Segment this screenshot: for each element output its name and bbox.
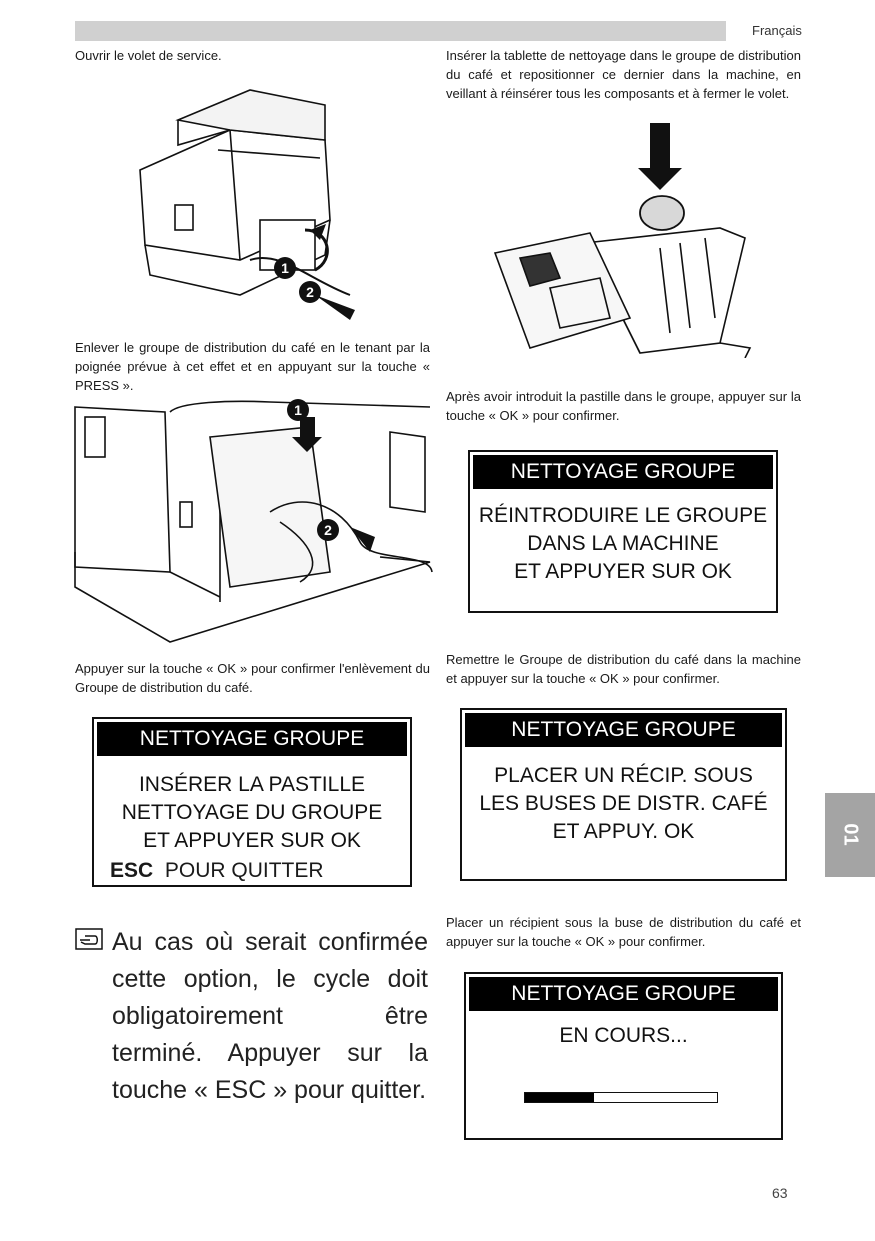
right-step1-text: Insérer la tablette de nettoyage dans le groupe de distribution du café et repositionner ce dernier dans la machine, en veillant à réinsérer tous les composants et à fermer le volet. bbox=[446, 48, 801, 101]
right-step3-text: Remettre le Groupe de distribution du café dans la machine et appuyer sur la touche « OK » pour confirmer. bbox=[446, 652, 801, 686]
display-line: ET APPUYER SUR OK bbox=[514, 560, 732, 583]
display-message bbox=[470, 502, 776, 586]
display-message bbox=[462, 762, 785, 846]
chapter-tab-label: 01 bbox=[839, 823, 862, 846]
display-title: NETTOYAGE GROUPE bbox=[473, 455, 773, 489]
callout-2-label: 2 bbox=[306, 284, 314, 300]
display-line: INSÉRER LA PASTILLE bbox=[138, 773, 366, 796]
note-text: Au cas où serait confirmée cette option, le cycle doit obligatoirement être terminé. Appuyer sur la touche « ESC » pour quitter. bbox=[112, 928, 428, 1104]
header-bar bbox=[75, 21, 726, 41]
remove-brew-group-illustration bbox=[70, 392, 435, 644]
display-title: NETTOYAGE GROUPE bbox=[97, 722, 407, 756]
cleaning-tablet-icon bbox=[640, 196, 684, 230]
display-in-progress bbox=[464, 972, 783, 1140]
esc-key-label: ESC bbox=[110, 859, 154, 882]
display-insert-tablet bbox=[92, 717, 412, 887]
display-title: NETTOYAGE GROUPE bbox=[469, 977, 778, 1011]
display-line: EN COURS... bbox=[559, 1024, 688, 1047]
progress-bar bbox=[524, 1092, 718, 1103]
callout-1-label: 1 bbox=[281, 260, 289, 276]
chapter-tab bbox=[825, 793, 875, 877]
callout-2-label: 2 bbox=[324, 522, 332, 538]
right-step4-text: Placer un récipient sous la buse de distribution du café et appuyer sur la touche « OK » pour confirmer. bbox=[446, 915, 801, 949]
left-step2-text: Enlever le groupe de distribution du café en le tenant par la poignée prévue à cet effet et en appuyant sur la touche « PRESS ». bbox=[75, 340, 430, 393]
display-line: ET APPUYER SUR OK bbox=[143, 829, 361, 852]
display-line: DANS LA MACHINE bbox=[527, 532, 719, 555]
display-line: ET APPUY. OK bbox=[552, 820, 695, 843]
left-step3-text: Appuyer sur la touche « OK » pour confirmer l'enlèvement du Groupe de distribution du café. bbox=[75, 661, 430, 695]
left-step1-text: Ouvrir le volet de service. bbox=[75, 48, 222, 63]
progress-fill bbox=[525, 1093, 594, 1102]
pointing-hand-icon bbox=[75, 928, 103, 950]
display-place-container bbox=[460, 708, 787, 881]
display-line: LES BUSES DE DISTR. CAFÉ bbox=[479, 792, 768, 815]
page-number: 63 bbox=[772, 1185, 788, 1201]
machine-open-door-illustration bbox=[130, 80, 370, 330]
display-title: NETTOYAGE GROUPE bbox=[465, 713, 782, 747]
esc-text: POUR QUITTER bbox=[164, 859, 324, 882]
right-step2-text: Après avoir introduit la pastille dans le groupe, appuyer sur la touche « OK » pour confirmer. bbox=[446, 389, 801, 423]
language-label: Français bbox=[752, 23, 802, 38]
callout-1-label: 1 bbox=[294, 402, 302, 418]
display-message bbox=[466, 1022, 781, 1050]
display-message bbox=[94, 771, 410, 855]
display-line: PLACER UN RÉCIP. SOUS bbox=[494, 764, 753, 787]
display-reinsert-group bbox=[468, 450, 778, 613]
display-esc-line bbox=[110, 857, 324, 885]
insert-tablet-illustration bbox=[490, 118, 755, 358]
display-line: NETTOYAGE DU GROUPE bbox=[121, 801, 383, 824]
down-arrow-icon bbox=[638, 123, 682, 190]
display-line: RÉINTRODUIRE LE GROUPE bbox=[478, 504, 768, 527]
